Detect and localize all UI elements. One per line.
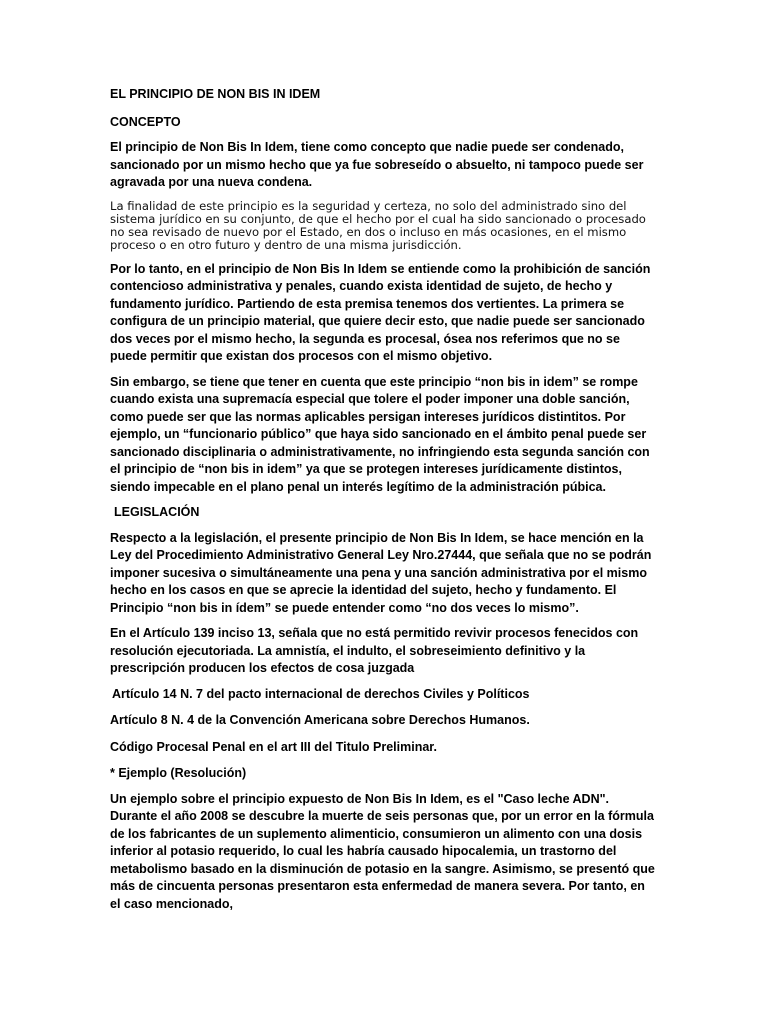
paragraph-concepto-1: El principio de Non Bis In Idem, tiene como concepto que nadie puede ser condenado, sancionado por un mismo hecho que ya fue sobreseído o absuelto, ni tampoco puede ser agravada por una nueva condena. [110,140,644,189]
legal-reference-pacto: Artículo 14 N. 7 del pacto internacional de derechos Civiles y Políticos [112,686,530,701]
paragraph-concepto-2: La finalidad de este principio es la seguridad y certeza, no solo del administrado sino del sistema jurídico en su conjunto, de que el hecho por el cual ha sido sancionado o procesado no sea revisado de nuevo por el Estado, en dos o incluso en más ocasiones, en el mismo proceso o en otro futuro y dentro de una misma jurisdicción. [110,198,646,253]
document-title: EL PRINCIPIO DE NON BIS IN IDEM [110,87,321,101]
paragraph-concepto-3: Por lo tanto, en el principio de Non Bis In Idem se entiende como la prohibición de sanción contencioso administrativa y penales, cuando exista identidad de sujeto, de hecho y fundamento jurídico. Partiendo de esta premisa tenemos dos vertientes. La primera se configura de un principio material, que quiere decir esto, que nadie puede ser sancionado dos veces por el mismo hecho, la segunda es procesal, ósea nos referimos que no se puede permitir que existan dos procesos con el mismo objetivo. [110,261,651,364]
legal-reference-convencion: Artículo 8 N. 4 de la Convención Americana sobre Derechos Humanos. [110,713,530,728]
heading-concepto: CONCEPTO [110,114,181,129]
heading-legislacion: LEGISLACIÓN [114,505,200,520]
paragraph-legislacion-1: Respecto a la legislación, el presente principio de Non Bis In Idem, se hace mención en la Ley del Procedimiento Administrativo General Ley Nro.27444, que señala que no se podrán imponer sucesiva o simultáneamente una pena y una sanción administrativa por el mismo hecho en los casos en que se aprecie la identidad del sujeto, hecho y fundamento. El Principio “non bis in ídem” se puede entender como “no dos veces lo mismo”. [110,530,652,615]
paragraph-concepto-4: Sin embargo, se tiene que tener en cuenta que este principio “non bis in idem” se rompe cuando exista una supremacía especial que tolere el poder imponer una doble sanción, como puede ser que las normas aplicables persigan intereses jurídicos distintitos. Por ejemplo, un “funcionario público” que haya sido sancionado en el ámbito penal puede ser sancionado disciplinaria o administrativamente, no infringiendo esta segunda sanción con el principio de “non bis in idem” ya que se protegen intereses jurídicamente distintos, siendo impecable en el plano penal un interés legítimo de la administración púbica. [110,374,650,494]
legal-reference-codigo: Código Procesal Penal en el art III del Titulo Preliminar. [110,739,437,754]
heading-ejemplo: * Ejemplo (Resolución) [110,766,247,781]
paragraph-legislacion-2: En el Artículo 139 inciso 13, señala que no está permitido revivir procesos fenecidos con resolución ejecutoriada. La amnistía, el indulto, el sobreseimiento definitivo y la prescripción producen los efectos de cosa juzgada [110,626,639,676]
paragraph-ejemplo: Un ejemplo sobre el principio expuesto de Non Bis In Idem, es el "Caso leche ADN". Durante el año 2008 se descubre la muerte de seis personas que, por un error en la fórmula de los fabricantes de un suplemento alimenticio, consumieron un alimento con una dosis inferior al potasio requerido, lo cual les habría causado hipocalemia, un trastorno del metabolismo basado en la disminución de potasio en la sangre. Asimismo, se presentó que más de cincuenta personas presentaron esta enfermedad de manera severa. Por tanto, en el caso mencionado, [110,791,655,911]
document-page [110,86,658,921]
